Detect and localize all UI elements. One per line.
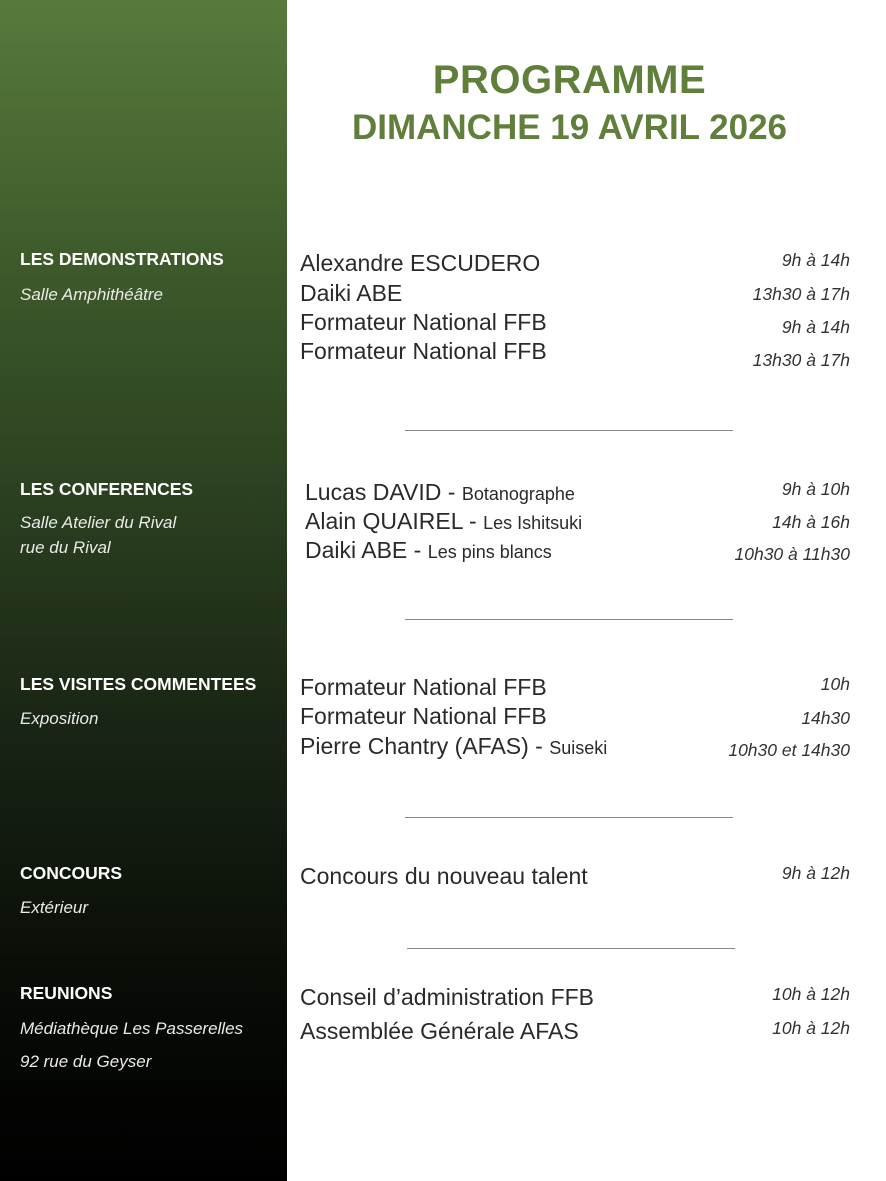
schedule-item bbox=[300, 986, 594, 1009]
item-name: Formateur National FFB bbox=[300, 703, 547, 729]
item-time: 9h à 14h bbox=[781, 317, 850, 337]
section-title-conferences: LES CONFERENCES bbox=[20, 479, 194, 499]
sidebar-gradient bbox=[0, 0, 287, 1181]
section-location: Médiathèque Les Passerelles bbox=[20, 1019, 244, 1038]
schedule-item bbox=[305, 539, 552, 562]
item-time: 13h30 à 17h bbox=[752, 350, 850, 370]
item-name: Daiki ABE bbox=[305, 537, 408, 563]
item-time: 10h à 12h bbox=[772, 984, 850, 1004]
item-name: Alexandre ESCUDERO bbox=[300, 250, 541, 276]
schedule-item bbox=[300, 676, 547, 699]
item-separator: - bbox=[528, 733, 550, 759]
item-name: Daiki ABE bbox=[300, 280, 403, 306]
item-name: Pierre Chantry (AFAS) bbox=[300, 733, 529, 759]
section-location: Salle Amphithéâtre bbox=[20, 285, 164, 304]
schedule-item bbox=[305, 481, 575, 504]
item-topic: Les pins blancs bbox=[427, 542, 552, 562]
section-title-concours: CONCOURS bbox=[20, 863, 123, 883]
section-location: Extérieur bbox=[20, 898, 89, 917]
item-name: Alain QUAIREL bbox=[305, 508, 463, 534]
section-location: Salle Atelier du Rival bbox=[20, 513, 177, 532]
schedule-item bbox=[305, 510, 582, 533]
section-divider bbox=[407, 948, 735, 949]
schedule-item bbox=[300, 735, 607, 758]
item-name: Conseil d’administration FFB bbox=[300, 984, 595, 1010]
item-time: 14h30 bbox=[801, 708, 850, 728]
section-divider bbox=[405, 430, 733, 431]
item-time: 9h à 12h bbox=[781, 863, 850, 883]
item-time: 14h à 16h bbox=[772, 512, 850, 532]
item-name: Concours du nouveau talent bbox=[300, 863, 588, 889]
item-separator: - bbox=[462, 508, 484, 534]
schedule-item bbox=[300, 865, 588, 888]
schedule-item bbox=[300, 340, 547, 363]
page-title: PROGRAMME bbox=[432, 58, 707, 102]
item-time: 10h bbox=[820, 674, 850, 694]
page-subtitle: DIMANCHE 19 AVRIL 2026 bbox=[351, 108, 788, 147]
schedule-item bbox=[300, 705, 547, 728]
item-topic: Botanographe bbox=[461, 484, 575, 504]
item-name: Assemblée Générale AFAS bbox=[300, 1018, 579, 1044]
item-name: Formateur National FFB bbox=[300, 338, 547, 364]
section-title-demonstrations: LES DEMONSTRATIONS bbox=[20, 249, 224, 269]
section-divider bbox=[405, 619, 733, 620]
item-name: Formateur National FFB bbox=[300, 309, 547, 335]
item-time: 13h30 à 17h bbox=[752, 284, 850, 304]
section-location-street: rue du Rival bbox=[20, 538, 111, 557]
item-separator: - bbox=[407, 537, 428, 563]
item-time: 10h30 et 14h30 bbox=[728, 740, 850, 760]
item-separator: - bbox=[441, 479, 462, 505]
item-topic: Suiseki bbox=[549, 738, 608, 758]
section-title-visites: LES VISITES COMMENTEES bbox=[20, 674, 257, 694]
schedule-item bbox=[300, 311, 547, 334]
section-location: Exposition bbox=[20, 709, 99, 728]
item-time: 10h30 à 11h30 bbox=[734, 544, 850, 564]
section-location-street: 92 rue du Geyser bbox=[20, 1052, 152, 1071]
item-name: Formateur National FFB bbox=[300, 674, 547, 700]
schedule-item bbox=[300, 1020, 579, 1043]
item-time: 9h à 10h bbox=[781, 479, 850, 499]
schedule-item bbox=[300, 282, 402, 305]
schedule-item bbox=[300, 252, 540, 275]
item-time: 9h à 14h bbox=[781, 250, 850, 270]
item-time: 10h à 12h bbox=[772, 1018, 850, 1038]
item-name: Lucas DAVID bbox=[305, 479, 442, 505]
section-title-reunions: REUNIONS bbox=[20, 983, 113, 1003]
section-divider bbox=[405, 817, 733, 818]
item-topic: Les Ishitsuki bbox=[483, 513, 583, 533]
